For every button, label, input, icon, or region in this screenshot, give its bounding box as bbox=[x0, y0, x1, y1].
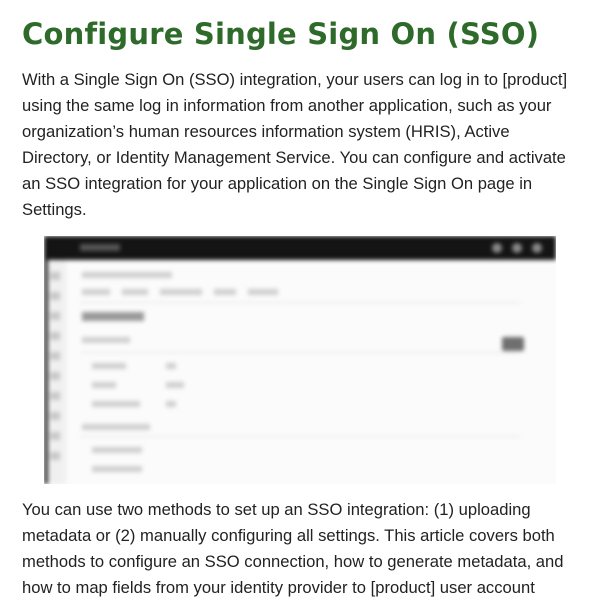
outro-paragraph: You can use two methods to set up an SSO integration: (1) uploading metadata or (2) manually configuring all settings. This article covers both methods to configure an SSO connection, how to generate metadata, and how to map fields from your identity provider to [product] user account bbox=[22, 500, 564, 597]
screenshot-logo bbox=[80, 244, 120, 251]
page-title: Configure Single Sign On (SSO) bbox=[22, 17, 540, 51]
screenshot-avatar-icon bbox=[532, 243, 542, 253]
settings-screenshot bbox=[44, 236, 556, 484]
screenshot-heading bbox=[82, 312, 144, 321]
screenshot-top-bar bbox=[44, 236, 556, 260]
screenshot-breadcrumb bbox=[82, 272, 172, 278]
screenshot-top-icon bbox=[512, 243, 522, 253]
screenshot-top-icon bbox=[492, 243, 502, 253]
screenshot-button bbox=[502, 337, 524, 351]
intro-paragraph: With a Single Sign On (SSO) integration, your users can log in to [product] using the same log in information from another application, such as your organization’s human resources information system (HRIS), Active Directory, or Identity Management Service. You can configure and activate an SSO integration for your application on the Single Sign On page in Settings. bbox=[22, 70, 568, 219]
blurred-screenshot-content bbox=[44, 236, 556, 484]
